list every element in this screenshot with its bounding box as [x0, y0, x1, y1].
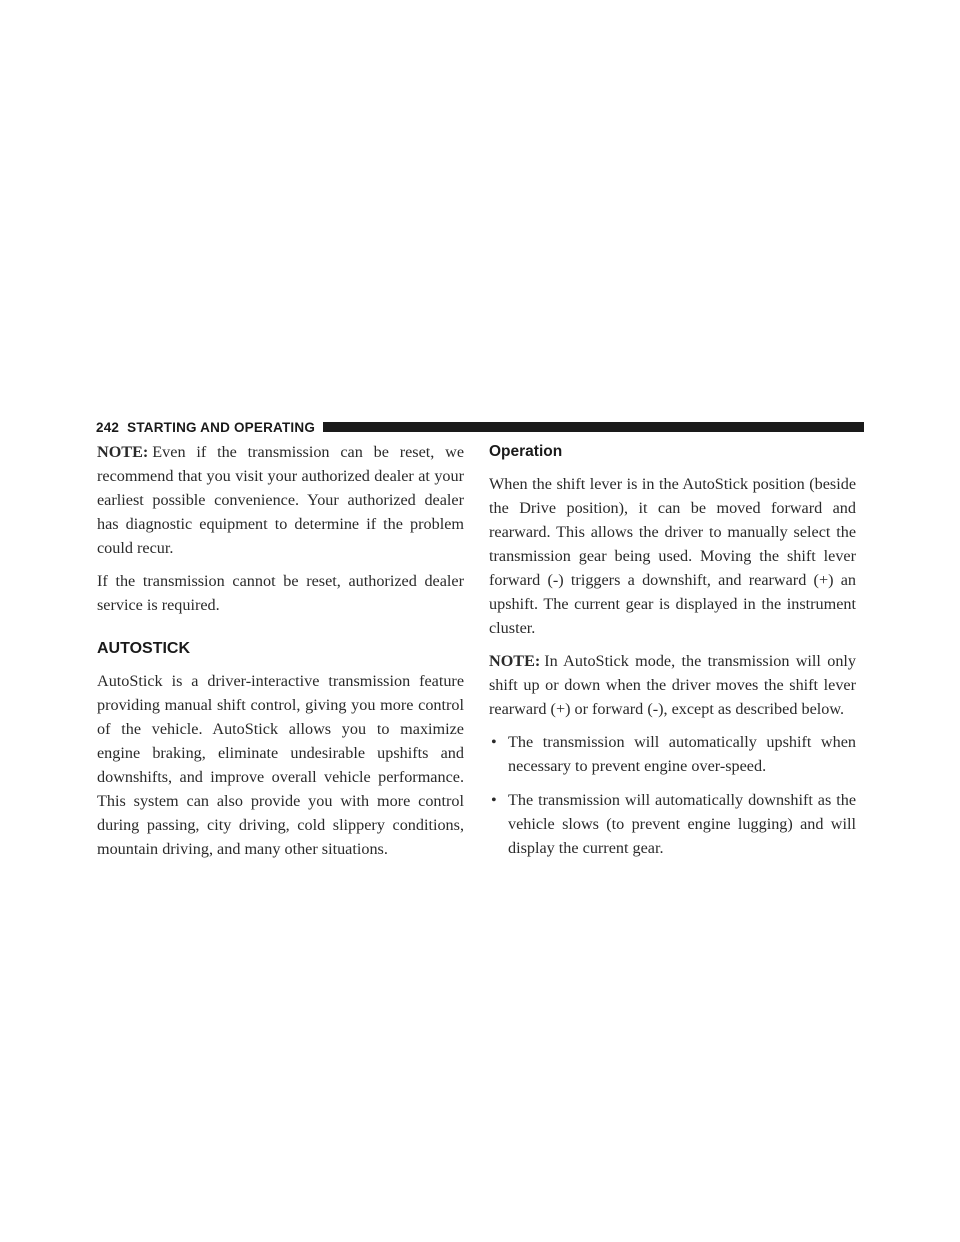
bullet-icon: • [491, 733, 497, 751]
list-item [489, 730, 856, 778]
heading-operation: Operation [489, 443, 563, 460]
list-item-text: The transmission will automatically downshift as the vehicle slows (to prevent engine lugging) and will display the current gear. [508, 791, 856, 857]
note-label: NOTE: [489, 652, 541, 670]
paragraph-operation: When the shift lever is in the AutoStick position (beside the Drive position), it can be moved forward and rearward. This allows the driver to manually select the transmission gear being used. Moving the shift lever forward (-) triggers a downshift, and rearward (+) an upshift. The current gear is displayed in the instrument cluster. [489, 475, 856, 637]
paragraph-reset-service: If the transmission cannot be reset, authorized dealer service is required. [97, 572, 464, 614]
bullet-icon: • [491, 791, 497, 809]
list-item [489, 788, 856, 860]
right-column [489, 440, 856, 870]
heading-autostick: AUTOSTICK [97, 640, 191, 657]
header-rule [323, 422, 864, 432]
note-paragraph-autostick-mode [489, 649, 856, 721]
note-text: In AutoStick mode, the transmission will only shift up or down when the driver moves the shift lever rearward (+) or forward (-), except as described below. [489, 652, 856, 718]
page-header [96, 418, 864, 436]
note-text: Even if the transmission can be reset, we recommend that you visit your authorized dealer at your earliest possible convenience. Your authorized dealer has diagnostic equipment to determine if the problem could recur. [97, 443, 464, 557]
left-column [97, 440, 464, 870]
paragraph-autostick: AutoStick is a driver-interactive transmission feature providing manual shift control, giving you more control of the vehicle. AutoStick allows you to maximize engine braking, eliminate undesirable upshifts and downshifts, and improve overall vehicle performance. This system can also provide you with more control during passing, city driving, cold slippery conditions, mountain driving, and many other situations. [97, 672, 464, 858]
note-label: NOTE: [97, 443, 149, 461]
note-paragraph-reset [97, 440, 464, 560]
page-number: 242 [96, 419, 120, 435]
list-item-text: The transmission will automatically upshift when necessary to prevent engine over-speed. [508, 733, 856, 775]
section-title: STARTING AND OPERATING [127, 419, 316, 435]
bullet-list [489, 730, 856, 860]
